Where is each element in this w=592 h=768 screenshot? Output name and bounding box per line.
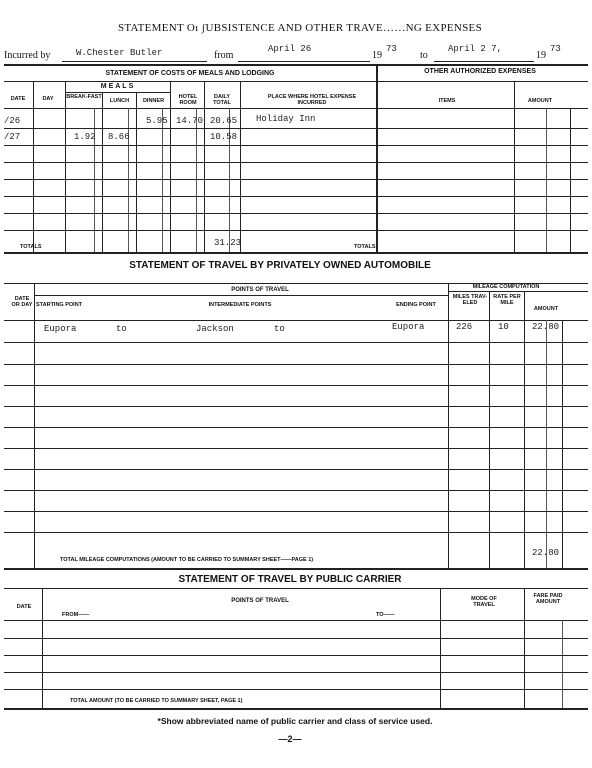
totals-value[interactable]: 31.23 xyxy=(214,238,242,248)
auto-sub-rule xyxy=(34,295,448,296)
row-rule xyxy=(4,342,588,343)
auto-row-ending[interactable]: Eupora xyxy=(392,322,425,332)
divider xyxy=(240,82,241,252)
col-day: DAY xyxy=(42,96,54,102)
row-rule xyxy=(4,145,588,146)
row-rule xyxy=(4,179,588,180)
row-rule xyxy=(4,364,588,365)
auto-points-of-travel: POINTS OF TRAVEL xyxy=(231,287,289,293)
auto-col-rate: RATE PER MILE xyxy=(493,294,521,306)
col-dinner: DINNER xyxy=(142,98,165,104)
col-lunch: LUNCH xyxy=(109,98,130,104)
carrier-col-mode: MODE OF TRAVEL xyxy=(471,596,497,608)
divider xyxy=(524,588,525,708)
table-row-1-place[interactable]: Holiday Inn xyxy=(256,114,316,124)
carrier-col-fare: FARE PAID AMOUNT xyxy=(533,593,563,605)
row-rule xyxy=(4,655,588,656)
year-prefix-2: 19 xyxy=(536,50,546,61)
divider xyxy=(562,620,563,708)
row-rule xyxy=(4,511,588,512)
row-rule xyxy=(4,689,588,690)
auto-row-intermediate[interactable]: Jackson xyxy=(196,324,234,334)
table-row-1-hotel[interactable]: 14.70 xyxy=(176,116,204,126)
totals-label-2: TOTALS xyxy=(354,244,376,250)
divider xyxy=(136,92,137,252)
carrier-total-label: TOTAL AMOUNT (TO BE CARRIED TO SUMMARY SHEET, PAGE 1) xyxy=(70,698,243,704)
table-row-1-dinner[interactable]: 5.95 xyxy=(146,116,168,126)
auto-row-rate[interactable]: 10 xyxy=(498,322,509,332)
meals-title-rule xyxy=(4,81,376,82)
col-breakfast: BREAK-FAST xyxy=(66,94,102,100)
divider xyxy=(34,283,35,568)
year-value-2[interactable]: 73 xyxy=(550,44,561,54)
meals-header-rule xyxy=(4,108,588,109)
row-rule xyxy=(4,427,588,428)
row-rule xyxy=(4,448,588,449)
table-row-1-date[interactable]: /26 xyxy=(4,116,21,126)
row-rule xyxy=(4,638,588,639)
to-line xyxy=(434,61,534,62)
row-rule xyxy=(4,196,588,197)
auto-header-rule xyxy=(4,320,588,321)
totals-label: TOTALS xyxy=(20,244,42,250)
col-items: ITEMS xyxy=(438,98,456,104)
incurred-by-label: Incurred by xyxy=(4,50,51,61)
carrier-col-date: DATE xyxy=(16,604,32,610)
auto-total-value[interactable]: 22.80 xyxy=(532,548,560,558)
row-rule xyxy=(4,672,588,673)
row-rule xyxy=(4,128,588,129)
divider xyxy=(204,82,205,252)
row-rule xyxy=(4,230,588,231)
row-rule xyxy=(4,406,588,407)
auto-row-to2: to xyxy=(274,324,285,334)
divider xyxy=(102,92,103,252)
row-rule xyxy=(4,252,588,254)
year-value-1[interactable]: 73 xyxy=(386,44,397,54)
divider xyxy=(562,320,563,568)
to-value[interactable]: April 2 7, xyxy=(448,44,503,54)
carrier-header-rule xyxy=(4,620,588,621)
table-row-2-lunch[interactable]: 8.66 xyxy=(108,132,130,142)
row-rule xyxy=(4,532,588,533)
divider xyxy=(376,64,378,252)
divider xyxy=(65,82,66,252)
meals-section-title: STATEMENT OF COSTS OF MEALS AND LODGING xyxy=(105,70,275,77)
incurred-by-value[interactable]: W.Chester Butler xyxy=(76,48,163,58)
from-value[interactable]: April 26 xyxy=(268,44,312,54)
from-label: from xyxy=(214,50,234,61)
auto-row-amount[interactable]: 22.80 xyxy=(532,322,560,332)
footer-note: *Show abbreviated name of public carrier and class of service used. xyxy=(157,716,433,726)
auto-section-title: STATEMENT OF TRAVEL BY PRIVATELY OWNED AUTOMOBILE xyxy=(129,260,431,271)
table-row-2-daily[interactable]: 10.58 xyxy=(210,132,238,142)
col-date: DATE xyxy=(10,96,26,102)
auto-row-miles[interactable]: 226 xyxy=(456,322,473,332)
divider xyxy=(440,588,441,708)
other-title-rule xyxy=(378,81,588,82)
divider xyxy=(524,291,525,568)
auto-row-to1: to xyxy=(116,324,127,334)
auto-row-start[interactable]: Eupora xyxy=(44,324,77,334)
auto-col-start: STARTING POINT xyxy=(36,302,83,308)
col-place: PLACE WHERE HOTEL EXPENSE INCURRED xyxy=(267,94,357,106)
carrier-to: TO—— xyxy=(376,612,395,618)
divider xyxy=(514,82,515,252)
mileage-computation: MILEAGE COMPUTATION xyxy=(472,284,540,290)
row-rule xyxy=(4,708,588,710)
mileage-sub-rule xyxy=(448,291,588,292)
to-label: to xyxy=(420,50,428,61)
col-other-amount: AMOUNT xyxy=(527,98,553,104)
col-daily-total: DAILY TOTAL xyxy=(213,94,231,106)
col-meals: MEALS xyxy=(100,83,136,90)
table-row-2-breakfast[interactable]: 1.92 xyxy=(74,132,96,142)
carrier-section-title: STATEMENT OF TRAVEL BY PUBLIC CARRIER xyxy=(178,574,402,585)
from-line xyxy=(238,61,370,62)
auto-col-date: DATE OR DAY xyxy=(11,296,33,308)
row-rule xyxy=(4,162,588,163)
divider xyxy=(546,320,547,568)
meals-sub-rule xyxy=(66,92,170,93)
auto-total-label: TOTAL MILEAGE COMPUTATIONS (AMOUNT TO BE CARRIED TO SUMMARY SHEET——PAGE 1) xyxy=(60,557,314,563)
page-number: —2— xyxy=(278,734,302,744)
year-prefix-1: 19 xyxy=(372,50,382,61)
auto-col-miles: MILES TRAV-ELED xyxy=(452,294,488,306)
col-hotel: HOTEL ROOM xyxy=(178,94,198,106)
row-rule xyxy=(4,568,588,570)
carrier-top-rule xyxy=(4,588,588,589)
meals-top-border xyxy=(4,64,588,66)
row-rule xyxy=(4,469,588,470)
divider xyxy=(42,588,43,708)
divider xyxy=(489,291,490,568)
divider xyxy=(33,82,34,252)
auto-col-ending: ENDING POINT xyxy=(396,302,436,308)
row-rule xyxy=(4,490,588,491)
form-title: STATEMENT Oı ʃUBSISTENCE AND OTHER TRAVE……NG EXPENSES xyxy=(118,22,482,34)
row-rule xyxy=(4,385,588,386)
incurred-by-line xyxy=(62,61,207,62)
row-rule xyxy=(4,213,588,214)
carrier-points-of-travel: POINTS OF TRAVEL xyxy=(231,598,289,604)
table-row-2-date[interactable]: /27 xyxy=(4,132,21,142)
divider xyxy=(170,82,171,252)
other-expenses-title: OTHER AUTHORIZED EXPENSES xyxy=(424,68,536,75)
carrier-from: FROM—— xyxy=(62,612,90,618)
table-row-1-daily[interactable]: 20.65 xyxy=(210,116,238,126)
auto-col-intermediate: INTERMEDIATE POINTS xyxy=(208,302,272,308)
divider xyxy=(448,283,449,568)
auto-col-amount: AMOUNT xyxy=(533,306,559,312)
